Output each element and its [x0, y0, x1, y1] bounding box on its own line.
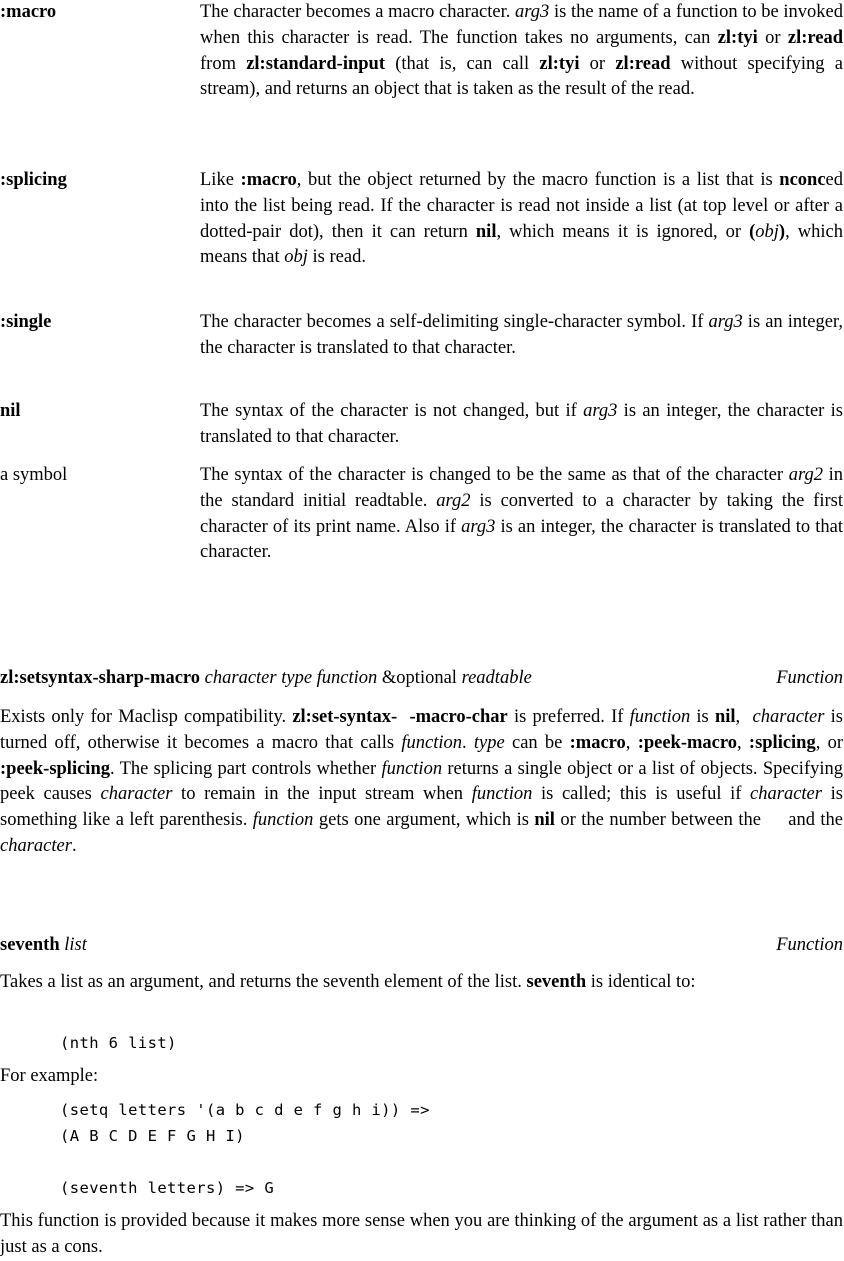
- function-args: character type function &optional readtable: [204, 668, 532, 688]
- function-name: seventh: [0, 935, 60, 955]
- function-args: list: [64, 935, 87, 955]
- code-example: (setq letters '(a b c d e f g h i)) => (A B C D E F G H I) (seventh letters) => G: [60, 1101, 430, 1197]
- definition-description: Like :macro, but the object returned by the macro function is a list that is nconced into the list being read. If the character is read not inside a list (at top level or after a dotted-pair dot), then it can return nil, which means it is ignored, or (obj), which means that obj is read.: [200, 170, 843, 268]
- definition-term: a symbol: [0, 465, 68, 485]
- definition-description: The syntax of the character is changed to be the same as that of the character arg2 in the standard initial readtable. arg2 is converted to a character by taking the first character of its print name. Also if arg3 is an integer, the character is translated to that character.: [200, 465, 843, 563]
- function-heading-seventh: [0, 933, 843, 959]
- definition-term: :splicing: [0, 170, 67, 190]
- function-description: Takes a list as an argument, and returns the seventh element of the list. seventh is identical to:: [0, 972, 696, 992]
- code-block: (nth 6 list): [60, 1034, 177, 1052]
- definition-description: The character becomes a self-delimiting single-character symbol. If arg3 is an integer, the character is translated to that character.: [200, 312, 843, 358]
- closing-paragraph: This function is provided because it makes more sense when you are thinking of the argument as a list rather than just as a cons.: [0, 1211, 843, 1257]
- function-kind: Function: [776, 935, 843, 955]
- function-heading-setsyntax: [0, 666, 843, 692]
- function-name: zl:setsyntax-sharp-macro: [0, 668, 201, 688]
- definition-term: :macro: [0, 2, 57, 22]
- example-label: For example:: [0, 1066, 99, 1086]
- definition-description: The syntax of the character is not changed, but if arg3 is an integer, the character is translated to that character.: [200, 401, 843, 447]
- function-kind: Function: [776, 668, 843, 688]
- function-description: Exists only for Maclisp compatibility. zl:set-syntax- -macro-char is preferred. If function is nil, character is turned off, otherwise it becomes a macro that calls function. type can be :macro, :peek-macro, :splicing, or :peek-splicing. The splicing part controls whether function returns a single object or a list of objects. Specifying peek causes character to remain in the input stream when function is called; this is useful if character is something like a left parenthesis. function gets one argument, which is nil or the number between the and the character.: [0, 707, 844, 856]
- definition-description: The character becomes a macro character. arg3 is the name of a function to be invoked when this character is read. The function takes no arguments, can zl:tyi or zl:read from zl:standard-input (that is, can call zl:tyi or zl:read without specifying a stream), and returns an object that is taken as the result of the read.: [200, 2, 844, 100]
- definition-term: :single: [0, 312, 52, 332]
- definition-term: nil: [0, 401, 21, 421]
